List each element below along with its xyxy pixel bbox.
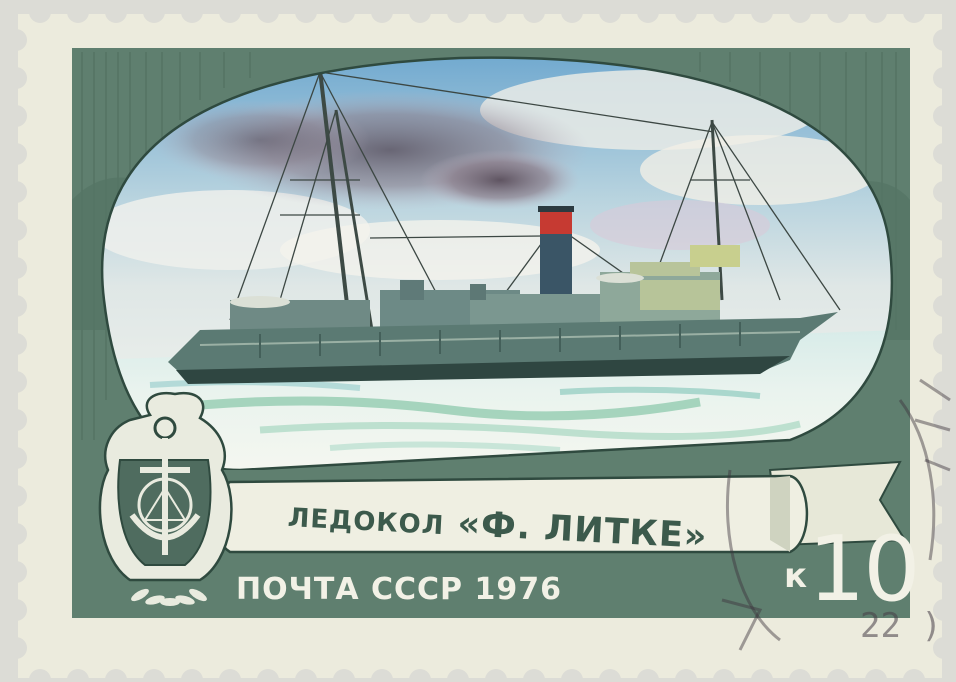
ship-title-prefix: ЛЕДОКОЛ <box>287 503 445 542</box>
ship-title-name: «Ф. ЛИТКЕ» <box>456 503 709 557</box>
country-label: ПОЧТА СССР <box>236 572 464 607</box>
issue-year: 1976 <box>474 572 562 607</box>
ship-scene <box>80 50 910 480</box>
denomination-unit: к <box>784 556 808 596</box>
publisher-line <box>236 572 562 607</box>
denomination-value: 10 <box>808 517 919 622</box>
postmark-date: 22 ) <box>860 606 942 646</box>
